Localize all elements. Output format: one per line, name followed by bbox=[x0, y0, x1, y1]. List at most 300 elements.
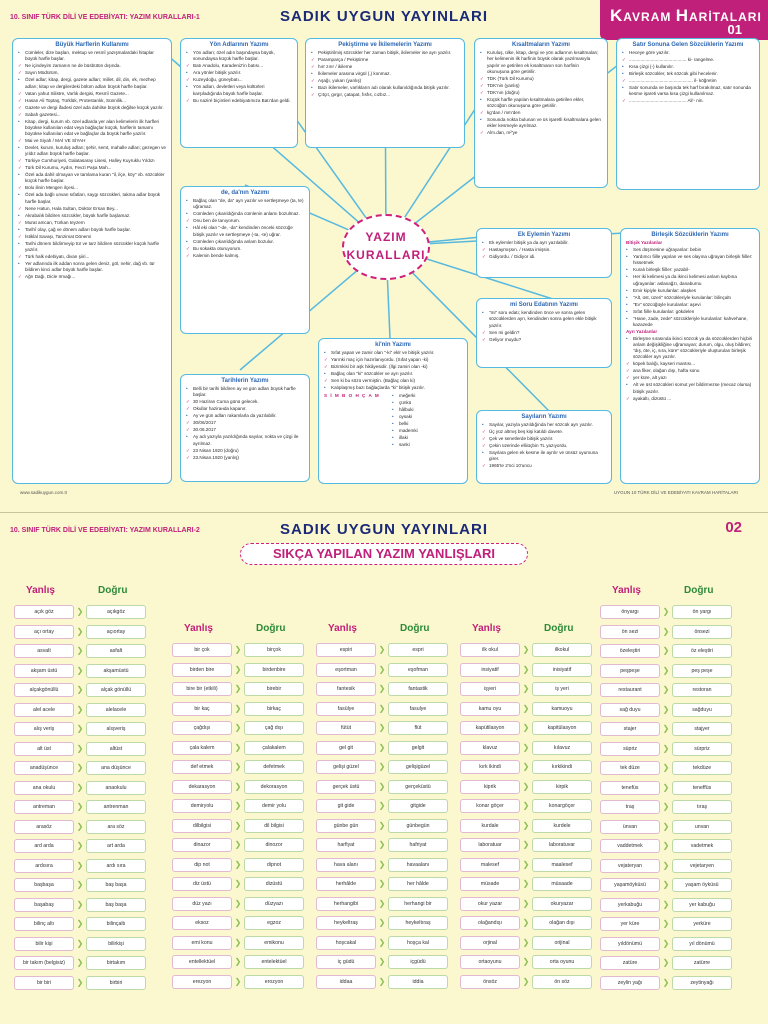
wrong-spelling: açı ortay bbox=[14, 625, 74, 639]
arrow-icon: ❯ bbox=[76, 899, 84, 909]
arrow-icon: ❯ bbox=[378, 840, 386, 849]
correct-spelling: erozyon bbox=[244, 975, 304, 989]
rule-item: • Birleşme sırasında ikinci sözcük ya da sözcüklerden hiçbiri anlam değişikliğine uğramayan; durum, olgu, oluş bildiren; "dış, öte, iç, sıra, küre" sözcükleriyle oluşturulan birleşik sözcükler ayrı yazılır. bbox=[626, 336, 754, 361]
correct-spelling: teneffüs bbox=[672, 781, 732, 795]
wrong-spelling: ilk okul bbox=[460, 643, 520, 657]
correct-spelling: heykeltıraş bbox=[388, 916, 448, 930]
rule-item: • Ay ve gün adları rakamlarla da yazılabilir. bbox=[186, 413, 304, 419]
wrong-spelling: dip not bbox=[172, 858, 232, 872]
arrow-icon: ❯ bbox=[522, 742, 530, 752]
correct-spelling: unvan bbox=[672, 820, 732, 834]
arrow-icon: ❯ bbox=[522, 898, 530, 908]
rules-list bbox=[482, 240, 606, 260]
arrow-icon: ❯ bbox=[378, 957, 386, 966]
wrong-spelling: müsade bbox=[460, 877, 520, 891]
correct-spelling: olağan dışı bbox=[532, 916, 592, 930]
rule-item: ✓ Hastaymışsın. / Hasta imişsin. bbox=[482, 247, 606, 253]
box-auxiliary-verb bbox=[476, 228, 612, 278]
page-number: 02 bbox=[725, 519, 742, 536]
wrong-spelling: ardısıra bbox=[14, 859, 74, 873]
rule-item: ✓ ayakaltı, dizüstü ... bbox=[626, 396, 754, 402]
wrong-spelling: laboratuar bbox=[460, 838, 520, 852]
rule-item: ✓ Üç yüz altmış beş kişi katıldı davete. bbox=[482, 429, 606, 435]
correct-spelling: kılavuz bbox=[532, 741, 592, 755]
arrow-icon: ❯ bbox=[662, 821, 670, 831]
wrong-spelling: fütüt bbox=[316, 721, 376, 735]
correct-spelling: düzyazı bbox=[244, 897, 304, 911]
ki-word: • illaki bbox=[392, 435, 418, 441]
correct-spelling: sağduyu bbox=[672, 703, 732, 717]
wrong-spelling: önsöz bbox=[460, 975, 520, 989]
correct-spelling: demir yolu bbox=[244, 799, 304, 813]
arrow-icon: ❯ bbox=[522, 762, 530, 771]
rule-item: ✓ Ağrı Dağı, Dicle Irmağı... bbox=[18, 274, 166, 280]
arrow-icon: ❯ bbox=[378, 976, 386, 986]
arrow-icon: ❯ bbox=[76, 841, 84, 850]
column-header-wrong: Yanlış bbox=[328, 623, 357, 634]
wrong-spelling: erezyon bbox=[172, 975, 232, 989]
wrong-spelling: okur yazar bbox=[460, 897, 520, 911]
arrow-icon: ❯ bbox=[76, 665, 84, 675]
arrow-icon: ❯ bbox=[378, 762, 386, 771]
arrow-icon: ❯ bbox=[378, 898, 386, 908]
arrow-icon: ❯ bbox=[378, 820, 386, 830]
rule-item: • Özel adlar; kitap, dergi, gazete adları; millet, dil, din, ırk, mezhep adları; kitap ve dergilerdeki bölüm adları büyük harfle başlar. bbox=[18, 77, 166, 89]
rule-item: • "mi" soru edatı; kendinden önce ve sonra gelen sözcüklerden ayrı, kendinden sonra gelen ekle bitişik yazılır. bbox=[482, 310, 606, 329]
correct-spelling: kurdele bbox=[532, 819, 592, 833]
wrong-spelling: peşpeşe bbox=[600, 664, 660, 678]
arrow-icon: ❯ bbox=[662, 958, 670, 967]
rule-item: ✓ Türk halk edebiyatı, divan şiiri... bbox=[18, 254, 166, 260]
rule-item: ✓ ana fiker, olağan dışı, hafta sonu bbox=[626, 368, 754, 374]
wrong-spelling: herhâlde bbox=[316, 877, 376, 891]
correct-spelling: flüt bbox=[388, 721, 448, 735]
correct-spelling: zeytinyağı bbox=[672, 976, 732, 990]
arrow-icon: ❯ bbox=[76, 958, 84, 967]
wrong-spelling: yaşamöyküsü bbox=[600, 878, 660, 892]
rule-item: ✓ Ne içindeyim zamanın ne de büsbütün dışında. bbox=[18, 63, 166, 69]
wrong-spelling: bir çok bbox=[172, 643, 232, 657]
footer-website: www.sadikuygun.com.tr bbox=[20, 490, 68, 495]
rule-item: • Akrabalık bildiren sözcükler, büyük harfle başlamaz. bbox=[18, 213, 166, 219]
rule-item: ✓ Alm.dan, m²'ye bbox=[480, 130, 602, 136]
rule-item: • Cümleler, dize başları, mektup ve resmî yazışmalardaki hitaplar büyük harfle başlar. bbox=[18, 50, 166, 62]
wrong-spelling: dinazor bbox=[172, 838, 232, 852]
rule-item: Bitişik Yazılanlar bbox=[626, 240, 663, 246]
correct-spelling: günbegün bbox=[388, 819, 448, 833]
arrow-icon: ❯ bbox=[378, 801, 386, 810]
wrong-spelling: entellektüel bbox=[172, 955, 232, 969]
wrong-spelling: alçakgönüllü bbox=[14, 683, 74, 697]
wrong-spelling: kırk ikindi bbox=[460, 760, 520, 774]
arrow-icon: ❯ bbox=[76, 782, 84, 792]
box-title: Pekiştirme ve İkilemelerin Yazımı bbox=[338, 42, 432, 48]
wrong-spelling: bilinç altı bbox=[14, 917, 74, 931]
publisher-title: SADIK UYGUN YAYINLARI bbox=[280, 8, 488, 25]
rule-item: • Belli bir tarihi bildiren ay ve gün adları büyük harfle başlar. bbox=[186, 386, 304, 398]
center-title-line2: KURALLARI bbox=[346, 248, 426, 262]
wrong-spelling: başbaşa bbox=[14, 878, 74, 892]
rule-item: ✓ Batı Anadolu, Karadeniz'in batısı... bbox=[186, 63, 292, 69]
correct-spelling: ön söz bbox=[532, 975, 592, 989]
wrong-spelling: çala kalem bbox=[172, 741, 232, 755]
rule-item: ✓ hırr zırır / ikileme bbox=[311, 64, 459, 70]
wrong-spelling: eksoz bbox=[172, 916, 232, 930]
correct-spelling: alışveriş bbox=[86, 722, 146, 736]
arrow-icon: ❯ bbox=[234, 918, 242, 927]
wrong-spelling: herhangibi bbox=[316, 897, 376, 911]
correct-spelling: laboratuvar bbox=[532, 838, 592, 852]
correct-spelling: dizüstü bbox=[244, 877, 304, 891]
correct-spelling: inisiyatif bbox=[532, 663, 592, 677]
box-title: Yön Adlarının Yazımı bbox=[209, 42, 269, 48]
correct-spelling: dil bilgisi bbox=[244, 819, 304, 833]
wrong-spelling: açık göz bbox=[14, 605, 74, 619]
correct-spelling: kamuoyu bbox=[532, 702, 592, 716]
correct-spelling: çağ dışı bbox=[244, 721, 304, 735]
box-dates bbox=[180, 374, 310, 482]
correct-spelling: tekdüze bbox=[672, 761, 732, 775]
arrow-icon: ❯ bbox=[522, 801, 530, 810]
wrong-spelling: düz yazı bbox=[172, 897, 232, 911]
correct-spelling: kırkikindi bbox=[532, 760, 592, 774]
rule-item: • Devlet, kurum, kuruluş adları; şehir, semt, mahalle adları; gezegen ve yıldız adları büyük harfle başlar. bbox=[18, 145, 166, 157]
rule-item: ✓ Çekin üzerinde elliiüçbin TL yazıyordu. bbox=[482, 443, 606, 449]
arrow-icon: ❯ bbox=[76, 938, 84, 948]
box-title: Tarihlerin Yazımı bbox=[221, 378, 269, 384]
rule-item: • Ara yönler bitişik yazılır. bbox=[186, 70, 292, 76]
rule-item: • Özel ada bağlı unvan sıfatları, saygı sözcükleri, takma adlar büyük harfle başlar. bbox=[18, 192, 166, 204]
box-numbers bbox=[476, 410, 612, 484]
rule-item: ✓ Mai ve Siyah / MAİ VE SİYAH bbox=[18, 138, 166, 144]
rule-item: ✓ Nene Hatun, Hala Sultan, Doktor Ersan Bey... bbox=[18, 206, 166, 212]
arrow-icon: ❯ bbox=[76, 860, 84, 870]
rule-item: ✓ Çıtçıt, gırgır, çatapat, fısfıs, cızbız... bbox=[311, 92, 459, 98]
arrow-icon: ❯ bbox=[76, 821, 84, 831]
arrow-icon: ❯ bbox=[234, 957, 242, 966]
correct-spelling: peş peşe bbox=[672, 664, 732, 678]
rule-item: • Küçük harfle yapılan kısaltmalara getirilen ekler, sözcüğün okunuşuna göre getirilir. bbox=[480, 97, 602, 109]
wrong-spelling: yer küre bbox=[600, 917, 660, 931]
wrong-spelling: fantesik bbox=[316, 682, 376, 696]
arrow-icon: ❯ bbox=[76, 724, 84, 733]
column-header-correct: Doğru bbox=[544, 623, 574, 634]
arrow-icon: ❯ bbox=[662, 665, 670, 675]
box-abbreviations bbox=[474, 38, 608, 188]
correct-spelling: vadetmek bbox=[672, 839, 732, 853]
rule-item: • Cümleden çıkarıldığında cümlenin anlamı bozulmaz. bbox=[186, 211, 304, 217]
arrow-icon: ❯ bbox=[662, 704, 670, 714]
rule-item: ✓ 23.Nisan.1920 (yanlış) bbox=[186, 455, 304, 461]
wrong-spelling: yıldönümü bbox=[600, 937, 660, 951]
correct-spelling: art arda bbox=[86, 839, 146, 853]
arrow-icon: ❯ bbox=[234, 781, 242, 791]
center-title-line1: YAZIM bbox=[365, 230, 407, 244]
correct-spelling: altüst bbox=[86, 742, 146, 756]
arrow-icon: ❯ bbox=[378, 859, 386, 869]
correct-spelling: baş başa bbox=[86, 878, 146, 892]
arrow-icon: ❯ bbox=[234, 879, 242, 888]
wrong-spelling: def etmek bbox=[172, 760, 232, 774]
wrong-spelling: demiryolu bbox=[172, 799, 232, 813]
rules-list bbox=[482, 310, 606, 343]
correct-spelling: birbiri bbox=[86, 976, 146, 990]
correct-spelling: ara söz bbox=[86, 820, 146, 834]
arrow-icon: ❯ bbox=[234, 976, 242, 986]
rule-item: • Kalıplaşmış bazı bağlaçlarda "ki" bitişik yazılır. bbox=[324, 385, 462, 391]
rule-item: ✓ kg'dan / mm'den bbox=[480, 110, 602, 116]
arrow-icon: ❯ bbox=[522, 918, 530, 927]
wrong-spelling: alt üst bbox=[14, 742, 74, 756]
box-title: Ek Eylemin Yazımı bbox=[517, 232, 571, 238]
arrow-icon: ❯ bbox=[522, 937, 530, 947]
arrow-icon: ❯ bbox=[662, 607, 670, 616]
rule-item: ✓ Vatan yahut Silistre, Varlık dergisi, Resmî Gazete... bbox=[18, 91, 166, 97]
rule-item: • Yön adları, devletleri veya kültürleri karşıladığında büyük harfle başlar. bbox=[186, 84, 292, 96]
ki-word-list bbox=[382, 393, 418, 449]
arrow-icon: ❯ bbox=[234, 664, 242, 674]
ki-word: • sanki bbox=[392, 442, 418, 448]
column-header-wrong: Yanlış bbox=[26, 585, 55, 596]
correct-spelling: fasulye bbox=[388, 702, 448, 716]
rule-item: • Alt ve üst sözcükleri somut yer bildirmezse (mecaz olursa) bitişik yazılır. bbox=[626, 382, 754, 394]
box-title: Sayıların Yazımı bbox=[521, 414, 567, 420]
wrong-spelling: önyargı bbox=[600, 605, 660, 619]
correct-spelling: bilinçaltı bbox=[86, 917, 146, 931]
wrong-spelling: çağdışı bbox=[172, 721, 232, 735]
rule-item: • Satır sonunda ve başında tek harf bırakılmaz, satır sonunda kesme işareti varsa kısa çizgi kullanılmaz. bbox=[622, 85, 754, 97]
correct-spelling: antrenman bbox=[86, 800, 146, 814]
arrow-icon: ❯ bbox=[76, 626, 84, 636]
arrow-icon: ❯ bbox=[662, 626, 670, 636]
wrong-spelling: ön sezi bbox=[600, 625, 660, 639]
wrong-spelling: stajer bbox=[600, 722, 660, 736]
rule-item: ✓ Gazete ve dergi ifadesi özel ada dahilse büyük değilse küçük yazılır. bbox=[18, 105, 166, 111]
arrow-icon: ❯ bbox=[234, 898, 242, 908]
rule-item: • Ay adı yazıyla yazıldığında sayılar, nokta ve çizgi ile ayrılmaz. bbox=[186, 434, 304, 446]
arrow-icon: ❯ bbox=[76, 607, 84, 616]
wrong-spelling: yerkabuğu bbox=[600, 898, 660, 912]
column-header-wrong: Yanlış bbox=[612, 585, 641, 596]
box-direction-names bbox=[180, 38, 298, 148]
rule-item: ✓ 23 Nisan 1920 (doğru) bbox=[186, 448, 304, 454]
wrong-spelling: birden bire bbox=[172, 663, 232, 677]
column-header-correct: Doğru bbox=[684, 585, 714, 596]
rule-item: • Birleşik sözcükler, tek sözcük gibi hecelenir. bbox=[622, 71, 754, 77]
rule-item: ✓ Okullar hazirанda kapanır. bbox=[186, 406, 304, 412]
correct-spelling: herhangi bir bbox=[388, 897, 448, 911]
correct-spelling: egzoz bbox=[244, 916, 304, 930]
arrow-icon: ❯ bbox=[662, 919, 670, 928]
arrow-icon: ❯ bbox=[76, 802, 84, 811]
wrong-spelling: ortaoyunu bbox=[460, 955, 520, 969]
arrow-icon: ❯ bbox=[234, 859, 242, 869]
ki-word: • belki bbox=[392, 421, 418, 427]
rule-item: ✓ ............................................. Ali'- nin. bbox=[622, 98, 754, 104]
correct-spelling: restoran bbox=[672, 683, 732, 697]
rule-item: • Özel ada dahil olmayan ve tamlama kuran "il, ilçe, köy" vb. sözcükler küçük harfle başlar. bbox=[18, 172, 166, 184]
correct-spelling: hoşça kal bbox=[388, 936, 448, 950]
wrong-spelling: gelişi güzel bbox=[316, 760, 376, 774]
arrow-icon: ❯ bbox=[522, 879, 530, 888]
rule-item: ✓ Geliyor muydu? bbox=[482, 337, 606, 343]
arrow-icon: ❯ bbox=[522, 976, 530, 986]
wrong-spelling: kapütilasyon bbox=[460, 721, 520, 735]
correct-spelling: açıkgöz bbox=[86, 605, 146, 619]
rule-item: ✓ Sayın Müdürüm, bbox=[18, 70, 166, 76]
box-line-end-words bbox=[616, 38, 760, 190]
rule-item: ✓ 30 Haziran Cuma günü gelecek. bbox=[186, 399, 304, 405]
wrong-spelling: zeylin yağı bbox=[600, 976, 660, 990]
ki-word: • çünkü bbox=[392, 400, 418, 406]
rule-item: ✓ Bolu ilinin Mengen ilçesi... bbox=[18, 185, 166, 191]
wrong-spelling: vaddetmek bbox=[600, 839, 660, 853]
wrong-spelling: olağandışı bbox=[460, 916, 520, 930]
arrow-icon: ❯ bbox=[76, 880, 84, 889]
rule-item: • Tarihî olay, çağ ve dönem adları büyük harfle başlar. bbox=[18, 227, 166, 233]
correct-spelling: ana düşünce bbox=[86, 761, 146, 775]
wrong-spelling: gel git bbox=[316, 741, 376, 755]
arrow-icon: ❯ bbox=[234, 703, 242, 713]
correct-spelling: birtakım bbox=[86, 956, 146, 970]
rule-item: ✓ 1965'te 2'nci 10'uncu bbox=[482, 463, 606, 469]
wrong-spelling: antreman bbox=[14, 800, 74, 814]
arrow-icon: ❯ bbox=[234, 820, 242, 830]
correct-spelling: ardı sıra bbox=[86, 859, 146, 873]
rule-item: ✓ Hasan Ali Toptaş, Türklük, Protestanlık, Sünnilik... bbox=[18, 98, 166, 104]
rules-list bbox=[482, 422, 606, 469]
wrong-spelling: sağ duyu bbox=[600, 703, 660, 717]
rule-item: • Bazı ikilemeler, varlıkların adı olarak kullanıldığında bitişik yazılır. bbox=[311, 85, 459, 91]
correct-spelling: emikonu bbox=[244, 936, 304, 950]
arrow-icon: ❯ bbox=[662, 743, 670, 753]
arrow-icon: ❯ bbox=[234, 801, 242, 810]
correct-spelling: eşofman bbox=[388, 663, 448, 677]
page-number: 01 bbox=[727, 22, 742, 37]
wrong-spelling: git gide bbox=[316, 799, 376, 813]
wrong-spelling: tek düze bbox=[600, 761, 660, 775]
page-2 bbox=[0, 512, 768, 1024]
wrong-spelling: malesef bbox=[460, 858, 520, 872]
wrong-spelling: harfiyat bbox=[316, 838, 376, 852]
correct-spelling: gitgide bbox=[388, 799, 448, 813]
correct-spelling: yıl dönümü bbox=[672, 937, 732, 951]
wrong-spelling: akşam üstü bbox=[14, 664, 74, 678]
arrow-icon: ❯ bbox=[522, 840, 530, 849]
wrong-spelling: kurdale bbox=[460, 819, 520, 833]
rule-item: ✓ 30.06.2017 bbox=[186, 427, 304, 433]
wrong-spelling: eşortman bbox=[316, 663, 376, 677]
rule-item: ✓ Sen mi geldin? bbox=[482, 330, 606, 336]
rule-item: • Sayılar, yazıyla yazıldığında her sözcük ayrı yazılır. bbox=[482, 422, 606, 428]
wrong-spelling: hava alanı bbox=[316, 858, 376, 872]
wrong-spelling: iddaa bbox=[316, 975, 376, 989]
box-de-da bbox=[180, 186, 310, 334]
box-title: Büyük Harflerin Kullanımı bbox=[55, 42, 129, 48]
arrow-icon: ❯ bbox=[662, 763, 670, 772]
arrow-icon: ❯ bbox=[234, 762, 242, 771]
box-title: Birleşik Sözcüklerin Yazımı bbox=[651, 232, 729, 238]
wrong-spelling: alış veriş bbox=[14, 722, 74, 736]
rules-list bbox=[18, 50, 166, 280]
correct-spelling: dipnot bbox=[244, 858, 304, 872]
correct-spelling: maalesef bbox=[532, 858, 592, 872]
wrong-spelling: ünvan bbox=[600, 820, 660, 834]
rule-item: ✓ Paramparça / Pekiştirme bbox=[311, 57, 459, 63]
wrong-spelling: diz üstü bbox=[172, 877, 232, 891]
wrong-spelling: arasöz bbox=[14, 820, 74, 834]
arrow-icon: ❯ bbox=[522, 684, 530, 693]
arrow-icon: ❯ bbox=[522, 664, 530, 674]
rule-item: ✓ Gidiyordu. / Gidiyor idi. bbox=[482, 254, 606, 260]
correct-spelling: yerküre bbox=[672, 917, 732, 931]
rule-item: • Kitap, dergi, kurum vb. özel adlarda yer alan kelimelerin ilk harfleri büyükse kullanılan edat veya bağlaçlar küçük, harflerin tamamı büyükse kullanılan edat ve bağlaçlar da büyük harfle yazılır. bbox=[18, 119, 166, 138]
arrow-icon: ❯ bbox=[76, 704, 84, 714]
column-header-correct: Doğru bbox=[256, 623, 286, 634]
correct-spelling: orta oyunu bbox=[532, 955, 592, 969]
wrong-spelling: bire bir (etkili) bbox=[172, 682, 232, 696]
arrow-icon: ❯ bbox=[378, 742, 386, 752]
rule-item: ✓ Çek ve senetlerde bitişik yazılır. bbox=[482, 436, 606, 442]
wrong-spelling: kamu oyu bbox=[460, 702, 520, 716]
arrow-icon: ❯ bbox=[662, 860, 670, 870]
correct-spelling: fantastik bbox=[388, 682, 448, 696]
column-header-wrong: Yanlış bbox=[472, 623, 501, 634]
correct-spelling: orijinal bbox=[532, 936, 592, 950]
wrong-spelling: hoşcakal bbox=[316, 936, 376, 950]
arrow-icon: ❯ bbox=[76, 919, 84, 928]
correct-spelling: konargöçer bbox=[532, 799, 592, 813]
box-title: Satır Sonuna Gelen Sözcüklerin Yazımı bbox=[632, 42, 744, 48]
arrow-icon: ❯ bbox=[234, 937, 242, 947]
correct-spelling: sürpriz bbox=[672, 742, 732, 756]
arrow-icon: ❯ bbox=[76, 763, 84, 772]
rule-item: ✓ ............................................. ki- rangelme. bbox=[622, 57, 754, 63]
rules-list bbox=[626, 240, 754, 402]
wrong-spelling: zatüre bbox=[600, 956, 660, 970]
arrow-icon: ❯ bbox=[378, 918, 386, 927]
ki-word: • hâlbuki bbox=[392, 407, 418, 413]
correct-spelling: dekorasyon bbox=[244, 780, 304, 794]
arrow-icon: ❯ bbox=[662, 782, 670, 792]
correct-spelling: önsezi bbox=[672, 625, 732, 639]
wrong-spelling: başabaş bbox=[14, 898, 74, 912]
mind-map-center bbox=[342, 214, 430, 280]
correct-spelling: birçok bbox=[244, 643, 304, 657]
rule-item: • Pekiştirilmiş sözcükler her zaman bitişik, ikilemeler ise ayrı yazılır. bbox=[311, 50, 459, 56]
rule-item: • Yardımcı fiille yapılan ve ses olayına uğrayan birleşik fiiller: hissetmek bbox=[626, 254, 754, 266]
rules-list bbox=[186, 386, 304, 461]
wrong-spelling: vejateryan bbox=[600, 859, 660, 873]
arrow-icon: ❯ bbox=[234, 840, 242, 849]
arrow-icon: ❯ bbox=[662, 685, 670, 694]
rule-item: Ayrı Yazılanlar bbox=[626, 328, 658, 334]
correct-spelling: akşamüstü bbox=[86, 664, 146, 678]
rule-item: ✓ Kalemin bende kalmış. bbox=[186, 253, 304, 259]
correct-spelling: baş başa bbox=[86, 898, 146, 912]
box-emphasis-doubles bbox=[305, 38, 465, 148]
correct-spelling: alelacele bbox=[86, 703, 146, 717]
correct-spelling: birdenbire bbox=[244, 663, 304, 677]
rule-item: • "Ev" sözcüğüyle kurulanlar: aşevi bbox=[626, 302, 754, 308]
arrow-icon: ❯ bbox=[378, 703, 386, 713]
arrow-icon: ❯ bbox=[662, 938, 670, 948]
rule-item: ✓ TDK'nin (yanlış) bbox=[480, 83, 602, 89]
correct-spelling: birkaç bbox=[244, 702, 304, 716]
wrong-spelling: kiprik bbox=[460, 780, 520, 794]
rule-item: • Kuruluş, ülke, kitap, dergi ve yön adlarının kısaltmaları; her kelimenin ilk harfinin büyük olarak yazılmasıyla yapılır ve getirilen ek kısaltmanın son harfinin okunuşuna göre getirilir. bbox=[480, 50, 602, 75]
rule-item: • Ek eylemler bitişik ya da ayrı yazılabilir. bbox=[482, 240, 606, 246]
